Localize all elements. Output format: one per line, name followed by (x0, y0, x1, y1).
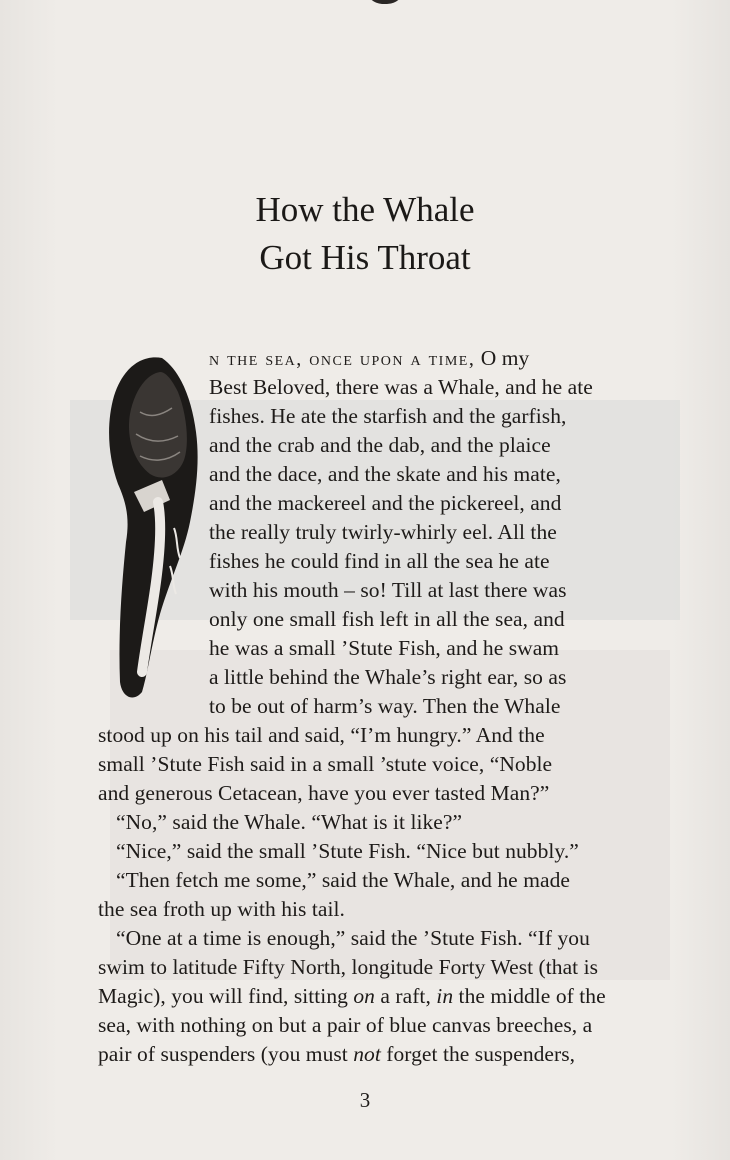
emphasis: not (353, 1042, 381, 1066)
text-line: and generous Cetacean, have you ever tasted Man?” (98, 781, 550, 805)
text-line: with his mouth – so! Till at last there was (209, 578, 567, 602)
text-line: Best Beloved, there was a Whale, and he ate (209, 375, 593, 399)
top-ink-mark (365, 0, 405, 4)
text-line: “One at a time is enough,” said the ’Stute Fish. “If you (116, 926, 590, 950)
text-line: fishes he could find in all the sea he ate (209, 549, 550, 573)
emphasis: in (436, 984, 454, 1008)
chapter-title (0, 186, 730, 282)
text-line: the sea froth up with his tail. (98, 897, 345, 921)
text-line (98, 1040, 575, 1069)
text-line: and the dace, and the skate and his mate, (209, 462, 561, 486)
text-line: fishes. He ate the starfish and the garfish, (209, 404, 567, 428)
text-line: to be out of harm’s way. Then the Whale (209, 694, 561, 718)
text-segment: pair of suspenders (you must (98, 1042, 354, 1066)
text-line: the really truly twirly-whirly eel. All the (209, 520, 557, 544)
emphasis: on (353, 984, 375, 1008)
text-line: swim to latitude Fifty North, longitude Forty West (that is (98, 955, 599, 979)
text-segment: forget the suspenders, (380, 1042, 576, 1066)
text-line: stood up on his tail and said, “I’m hungry.” And the (98, 723, 545, 747)
text-line: and the crab and the dab, and the plaice (209, 433, 551, 457)
text-line: only one small fish left in all the sea, and (209, 607, 565, 631)
opening-small-caps: n the sea, once upon a time, (209, 348, 476, 370)
text-line: and the mackereel and the pickereel, and (209, 491, 562, 515)
text-line: he was a small ’Stute Fish, and he swam (209, 636, 560, 660)
text-line: small ’Stute Fish said in a small ’stute voice, “Noble (98, 752, 553, 776)
text-line: a little behind the Whale’s right ear, so as (209, 665, 567, 689)
text-segment: a raft, (374, 984, 437, 1008)
text-segment: the middle of the (453, 984, 606, 1008)
opening-rest: O my (480, 346, 530, 370)
chapter-title-line-1: How the Whale (255, 190, 475, 229)
text-line: “No,” said the Whale. “What is it like?” (116, 810, 463, 834)
whale-icon (100, 352, 210, 704)
text-segment: Magic), you will find, sitting (98, 984, 354, 1008)
text-line: “Then fetch me some,” said the Whale, and he made (116, 868, 570, 892)
chapter-title-line-2: Got His Throat (259, 238, 471, 277)
text-line: sea, with nothing on but a pair of blue canvas breeches, a (98, 1013, 593, 1037)
text-line (98, 982, 606, 1011)
page-number: 3 (359, 1088, 371, 1112)
text-line: “Nice,” said the small ’Stute Fish. “Nice but nubbly.” (116, 839, 579, 863)
opening-line (209, 344, 529, 374)
